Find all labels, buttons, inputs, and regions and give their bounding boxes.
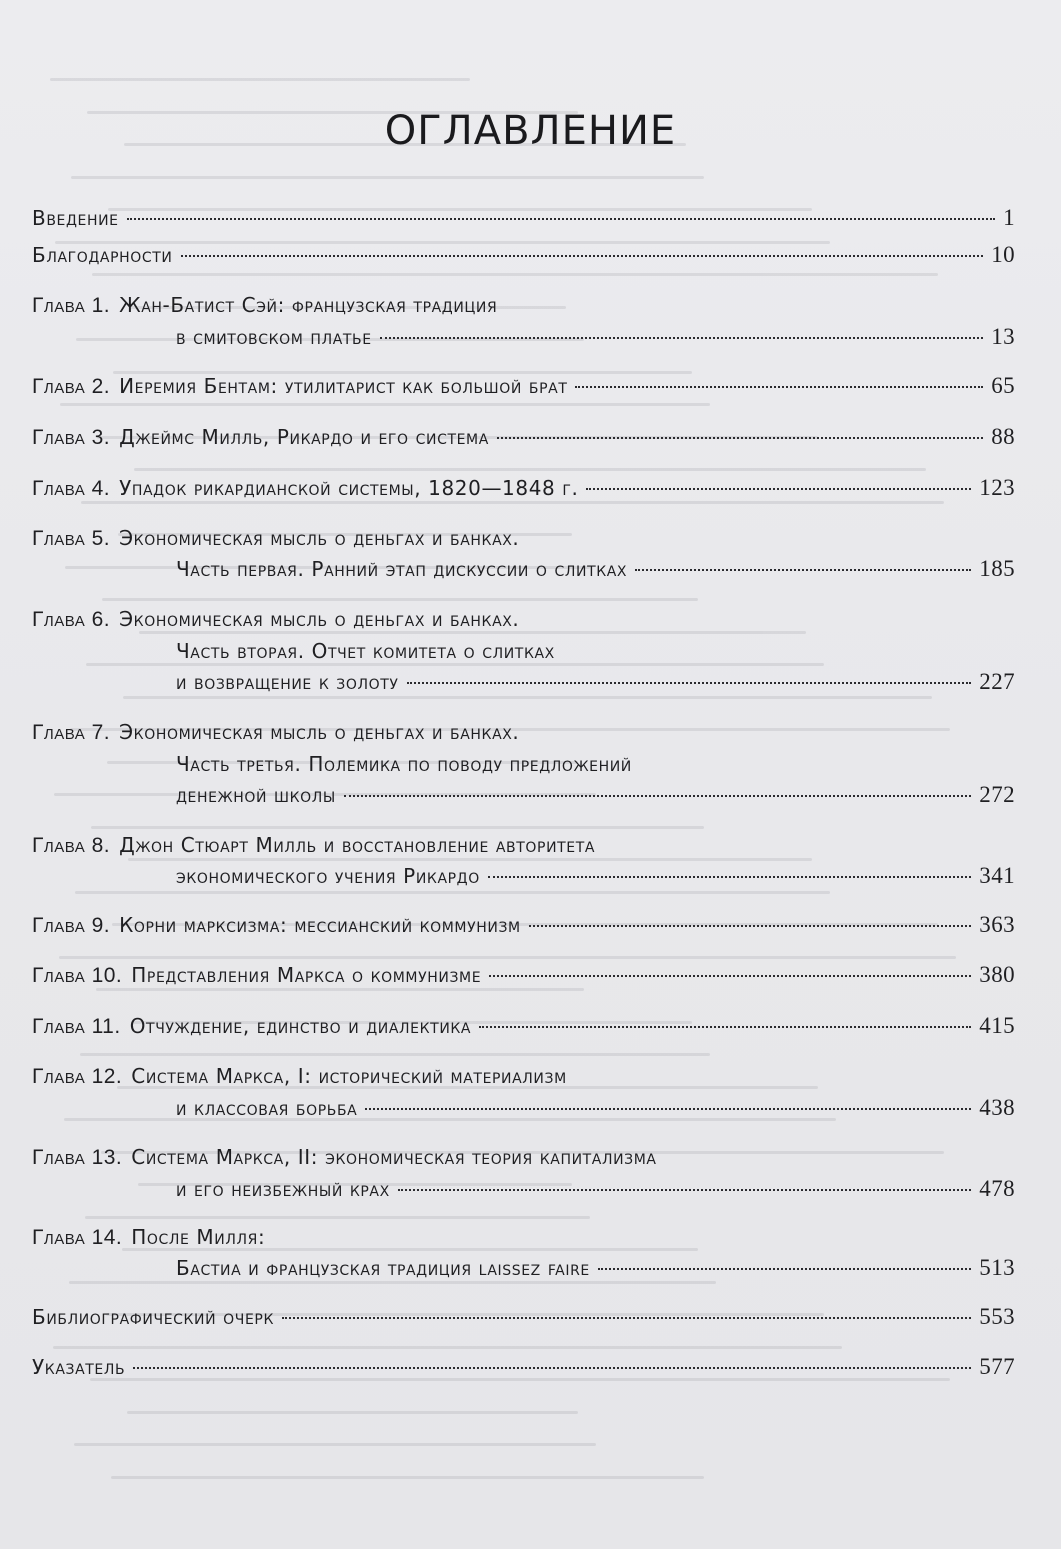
page-number: 123 <box>979 475 1015 500</box>
page-number: 65 <box>991 373 1015 398</box>
page-number: 553 <box>979 1304 1015 1329</box>
toc-entry-text: Экономическая мысль о деньгах и банках. <box>119 720 520 744</box>
toc-entry-text: После Милля: <box>131 1225 266 1249</box>
page-number: 438 <box>979 1095 1015 1120</box>
chapter-number: Глава 3. <box>32 426 111 449</box>
dot-leader <box>529 925 972 927</box>
toc-entry-text: Библиографический очерк <box>32 1305 275 1329</box>
toc-line <box>32 1352 1015 1382</box>
toc-entry-text: Часть вторая. Отчет комитета о слитках <box>176 639 555 663</box>
chapter-number: Глава 11. <box>32 1015 121 1038</box>
toc-line <box>176 554 1015 584</box>
dot-leader <box>479 1026 971 1028</box>
toc-entry-text: Упадок рикардианской системы, 1820—1848 г. <box>119 476 579 500</box>
toc-line <box>176 861 1015 891</box>
toc-line <box>32 830 1015 860</box>
page-number: 341 <box>979 863 1015 888</box>
page-number: 577 <box>979 1354 1015 1379</box>
chapter-number: Глава 6. <box>32 608 111 631</box>
page-number: 380 <box>979 962 1015 987</box>
dot-leader <box>635 569 971 571</box>
toc-entry-text: экономического учения Рикардо <box>176 864 480 888</box>
toc-line <box>32 371 1015 401</box>
chapter-number: Глава 8. <box>32 834 111 857</box>
toc-line <box>176 636 1015 666</box>
dot-leader <box>586 488 971 490</box>
dot-leader <box>365 1108 971 1110</box>
toc-line <box>32 290 1015 320</box>
toc-entry-text: Часть третья. Полемика по поводу предложений <box>176 752 632 776</box>
toc-line <box>32 910 1015 940</box>
toc-entry-text: Экономическая мысль о деньгах и банках. <box>119 607 520 631</box>
chapter-number: Глава 5. <box>32 527 111 550</box>
page-number: 1 <box>1003 205 1015 230</box>
chapter-number: Глава 9. <box>32 914 111 937</box>
toc-entry-text: и его неизбежный крах <box>176 1177 390 1201</box>
page-number: 415 <box>979 1013 1015 1038</box>
chapter-number: Глава 10. <box>32 964 123 987</box>
page-number: 13 <box>991 324 1015 349</box>
dot-leader <box>282 1317 971 1319</box>
toc-line <box>32 1061 1015 1091</box>
dot-leader <box>407 682 972 684</box>
dot-leader <box>181 255 984 257</box>
toc-line <box>32 473 1015 503</box>
toc-line <box>32 1011 1015 1041</box>
dot-leader <box>489 975 971 977</box>
toc-entry-text: Часть первая. Ранний этап дискуссии о слитках <box>176 557 628 581</box>
page-number: 185 <box>979 556 1015 581</box>
chapter-number: Глава 4. <box>32 477 111 500</box>
dot-leader <box>575 386 983 388</box>
dot-leader <box>344 795 971 797</box>
toc-line <box>176 667 1015 697</box>
toc-line <box>32 717 1015 747</box>
toc-entry-text: и возвращение к золоту <box>176 670 399 694</box>
page-number: 513 <box>979 1255 1015 1280</box>
toc-entry-text: Представления Маркса о коммунизме <box>131 963 482 987</box>
page-number: 10 <box>991 242 1015 267</box>
toc-line <box>32 523 1015 553</box>
dot-leader <box>380 337 984 339</box>
toc-line <box>176 1174 1015 1204</box>
dot-leader <box>133 1367 971 1369</box>
toc-entry-text: в смитовском платье <box>176 325 372 349</box>
toc-line <box>176 322 1015 352</box>
toc-line <box>176 749 1015 779</box>
toc-line <box>176 780 1015 810</box>
page-title: ОГЛАВЛЕНИЕ <box>384 108 677 154</box>
toc-line <box>32 604 1015 634</box>
dot-leader <box>497 437 983 439</box>
toc-entry-text: Указатель <box>32 1355 126 1379</box>
toc-entry-text: денежной школы <box>176 783 336 807</box>
toc-line <box>32 240 1015 270</box>
toc-entry-text: Корни марксизма: мессианский коммунизм <box>119 913 521 937</box>
toc-line <box>32 1142 1015 1172</box>
chapter-number: Глава 1. <box>32 294 111 317</box>
toc-entry-text: Иеремия Бентам: утилитарист как большой брат <box>119 374 568 398</box>
toc-entry-text: Система Маркса, II: экономическая теория капитализма <box>131 1145 657 1169</box>
toc-entry-text: Джон Стюарт Милль и восстановление авторитета <box>119 833 596 857</box>
page-number: 478 <box>979 1176 1015 1201</box>
chapter-number: Глава 2. <box>32 375 111 398</box>
toc-entry-text: Система Маркса, I: исторический материализм <box>131 1064 567 1088</box>
toc-entry-text: Джеймс Милль, Рикардо и его система <box>119 425 489 449</box>
toc-line <box>176 1253 1015 1283</box>
dot-leader <box>488 876 971 878</box>
toc-entry-text: Бастиа и французская традиция laissez faire <box>176 1256 590 1280</box>
page-number: 88 <box>991 424 1015 449</box>
chapter-number: Глава 12. <box>32 1065 123 1088</box>
dot-leader <box>398 1189 971 1191</box>
toc-entry-text: Благодарности <box>32 243 173 267</box>
toc-line <box>32 1222 1015 1252</box>
page-number: 363 <box>979 912 1015 937</box>
dot-leader <box>127 218 995 220</box>
toc-entry-text: Жан-Батист Сэй: французская традиция <box>119 293 498 317</box>
page-number: 227 <box>979 669 1015 694</box>
toc-entry-text: Отчуждение, единство и диалектика <box>129 1014 472 1038</box>
dot-leader <box>598 1268 971 1270</box>
toc-line <box>176 1093 1015 1123</box>
toc-line <box>32 422 1015 452</box>
page-number: 272 <box>979 782 1015 807</box>
toc-line <box>32 960 1015 990</box>
toc-line <box>32 203 1015 233</box>
toc-entry-text: Экономическая мысль о деньгах и банках. <box>119 526 520 550</box>
toc-entry-text: и классовая борьба <box>176 1096 358 1120</box>
toc-line <box>32 1302 1015 1332</box>
chapter-number: Глава 13. <box>32 1146 123 1169</box>
chapter-number: Глава 7. <box>32 721 111 744</box>
chapter-number: Глава 14. <box>32 1226 123 1249</box>
toc-entry-text: Введение <box>32 206 119 230</box>
